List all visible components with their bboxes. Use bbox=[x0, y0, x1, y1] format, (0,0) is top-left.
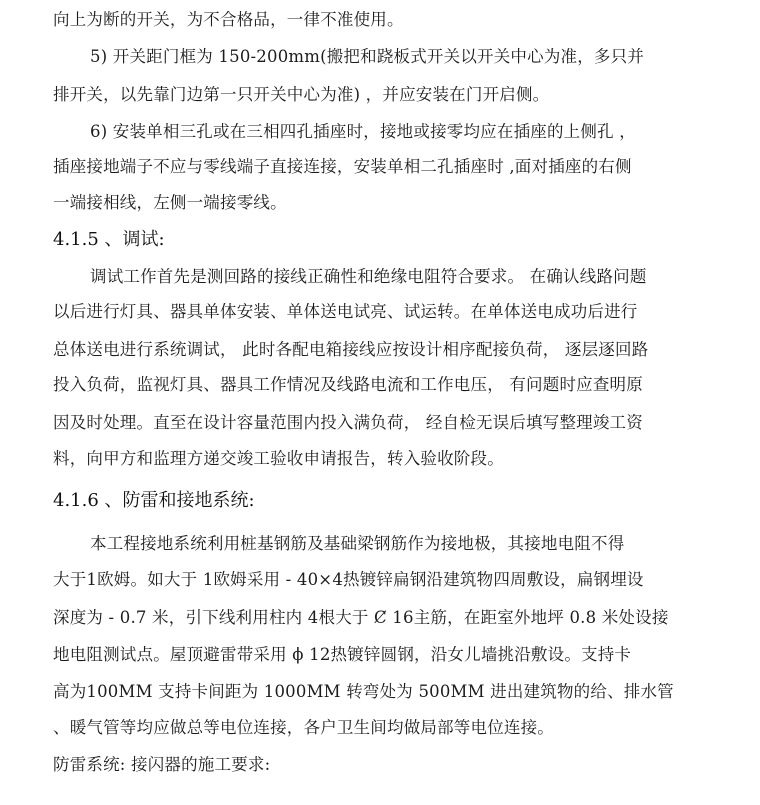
section-heading-debugging: 4.1.5 、调试: bbox=[53, 229, 165, 250]
paragraph-line: 投入负荷，监视灯具、器具工作情况及线路电流和工作电压， 有问题时应查明原 bbox=[53, 375, 643, 394]
paragraph-line: 深度为 - 0.7 米，引下线利用柱内 4根大于 Ȼ 16主筋，在距室外地坪 0.8 米处设接 bbox=[53, 608, 669, 627]
paragraph-line: 大于1欧姆。如大于 1欧姆采用 - 40×4热镀锌扁钢沿建筑物四周敷设，扁钢埋设 bbox=[53, 570, 644, 589]
paragraph-line: 地电阻测试点。屋顶避雷带采用 ϕ 12热镀锌圆钢，沿女儿墙挑沿敷设。支持卡 bbox=[53, 645, 632, 664]
paragraph-line-subheading: 防雷系统: 接闪器的施工要求: bbox=[53, 755, 271, 774]
paragraph-line: 向上为断的开关，为不合格品，一律不准使用。 bbox=[53, 10, 404, 29]
paragraph-line: 料，向甲方和监理方递交竣工验收申请报告，转入验收阶段。 bbox=[53, 449, 504, 468]
paragraph-line: 因及时处理。直至在设计容量范围内投入满负荷， 经自检无误后填写整理竣工资 bbox=[53, 413, 643, 432]
paragraph-line: 一端接相线，左侧一端接零线。 bbox=[53, 193, 287, 212]
paragraph-line: 调试工作首先是测回路的接线正确性和绝缘电阻符合要求。 在确认线路问题 bbox=[90, 267, 647, 286]
paragraph-line-item-5: 5) 开关距门框为 150-200mm(搬把和跷板式开关以开关中心为准，多只并 bbox=[90, 47, 645, 66]
paragraph-line: 插座接地端子不应与零线端子直接连接，安装单相二孔插座时 ,面对插座的右侧 bbox=[53, 157, 632, 176]
paragraph-line: 本工程接地系统利用桩基钢筋及基础梁钢筋作为接地极，其接地电阻不得 bbox=[90, 534, 625, 553]
paragraph-line: 排开关，以先靠门边第一只开关中心为准) ，并应安装在门开启侧。 bbox=[53, 85, 550, 104]
paragraph-line-item-6: 6) 安装单相三孔或在三相四孔插座时，接地或接零均应在插座的上侧孔 ， bbox=[90, 122, 636, 141]
paragraph-line: 高为100MM 支持卡间距为 1000MM 转弯处为 500MM 进出建筑物的给、排水管 bbox=[53, 682, 674, 701]
section-heading-lightning-grounding: 4.1.6 、防雷和接地系统: bbox=[53, 490, 255, 511]
paragraph-line: 、暖气管等均应做总等电位连接，各户卫生间均做局部等电位连接。 bbox=[53, 718, 554, 737]
paragraph-line: 总体送电进行系统调试， 此时各配电箱接线应按设计相序配接负荷， 逐层逐回路 bbox=[53, 340, 649, 359]
paragraph-line: 以后进行灯具、器具单体安装、单体送电试亮、试运转。在单体送电成功后进行 bbox=[53, 302, 638, 321]
